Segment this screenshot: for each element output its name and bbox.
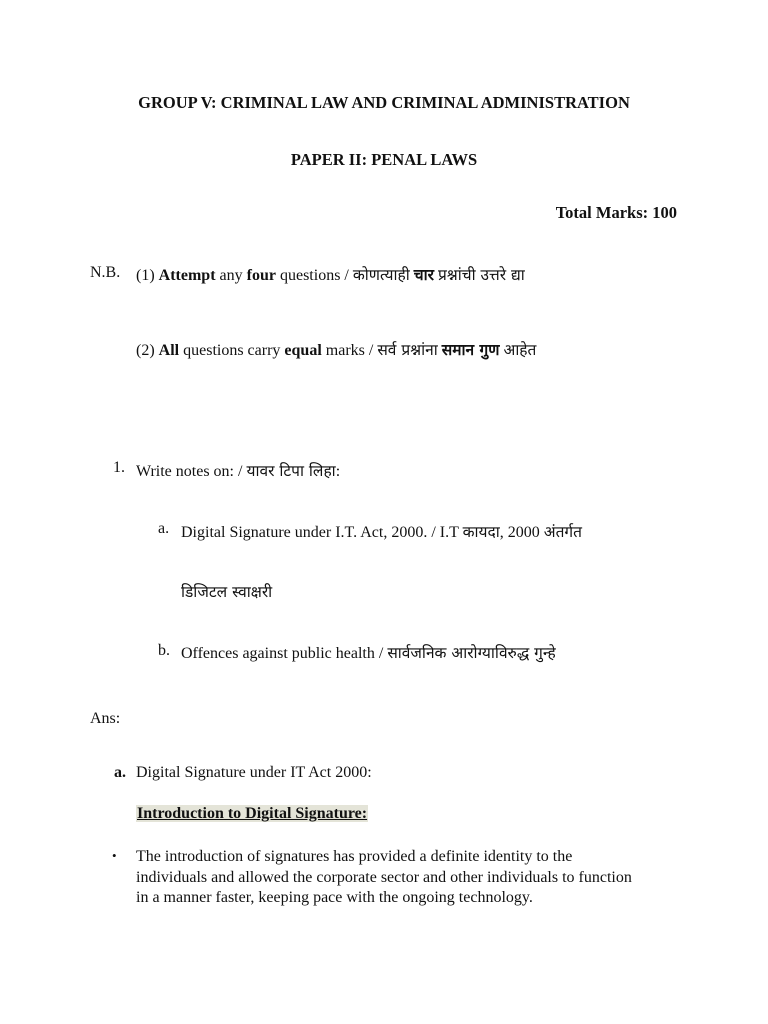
question-1-en: Write notes on: / [136, 463, 243, 480]
nb-line-2 [136, 338, 536, 360]
item-a-year: , 2000 [499, 524, 540, 541]
item-a-label: a. [158, 520, 170, 537]
item-b-en: Offences against public health / [181, 645, 384, 662]
nb-2-equal: equal [284, 342, 322, 359]
nb-line-1 [136, 263, 525, 285]
question-1-colon: : [335, 463, 341, 480]
item-a-dev-digital-signature: डिजिटल स्वाक्षरी [181, 583, 273, 601]
item-b-text [181, 641, 556, 663]
total-marks: Total Marks: 100 [555, 203, 677, 222]
nb-1-num: (1) [136, 267, 155, 284]
nb-label: N.B. [90, 264, 121, 281]
intro-heading-text: Introduction to Digital Signature: [137, 805, 368, 822]
question-1-number: 1. [113, 459, 125, 476]
nb-1-dev-any: कोणत्याही [352, 266, 410, 284]
group-title: GROUP V: CRIMINAL LAW AND CRIMINAL ADMINISTRATION [138, 93, 630, 112]
nb-1-attempt: Attempt [158, 267, 216, 284]
item-a-dev-law: कायदा [462, 523, 500, 541]
paper-title: PAPER II: PENAL LAWS [290, 150, 478, 169]
answer-label: Ans: [90, 710, 121, 727]
nb-2-all: All [158, 342, 180, 359]
nb-1-four: four [246, 267, 276, 284]
nb-1-dev-four: चार [413, 266, 434, 284]
item-b-dev: सार्वजनिक आरोग्याविरुद्ध गुन्हे [387, 644, 556, 662]
question-1-text [136, 459, 340, 481]
nb-2-dev-equal: समान गुण [441, 341, 500, 359]
nb-2-marks: marks / [325, 342, 374, 359]
answer-a-title: Digital Signature under IT Act 2000: [136, 764, 372, 781]
nb-2-dev-all: सर्व प्रश्नांना [377, 341, 438, 359]
nb-1-any: any [219, 267, 243, 284]
nb-1-questions: questions / [279, 267, 349, 284]
question-1-dev: यावर टिपा लिहा [246, 462, 336, 480]
bullet-icon: • [112, 848, 117, 863]
nb-2-num: (2) [136, 342, 155, 359]
item-a-dev-under: अंतर्गत [543, 523, 582, 541]
nb-2-questions-carry: questions carry [183, 342, 281, 359]
item-a-en: Digital Signature under I.T. Act, 2000. / I.T [181, 524, 459, 541]
bullet-paragraph: The introduction of signatures has provided a definite identity to the individuals and allowed the corporate sector and other individuals to function in a manner faster, keeping pace with the ongoing technology. [136, 848, 632, 906]
nb-2-dev-rest: आहेत [503, 341, 537, 359]
item-a-text [181, 520, 582, 542]
nb-1-dev-rest: प्रश्नांची उत्तरे द्या [437, 266, 525, 284]
item-b-label: b. [158, 642, 170, 659]
intro-heading [136, 805, 368, 823]
answer-a-label: a. [114, 764, 126, 781]
